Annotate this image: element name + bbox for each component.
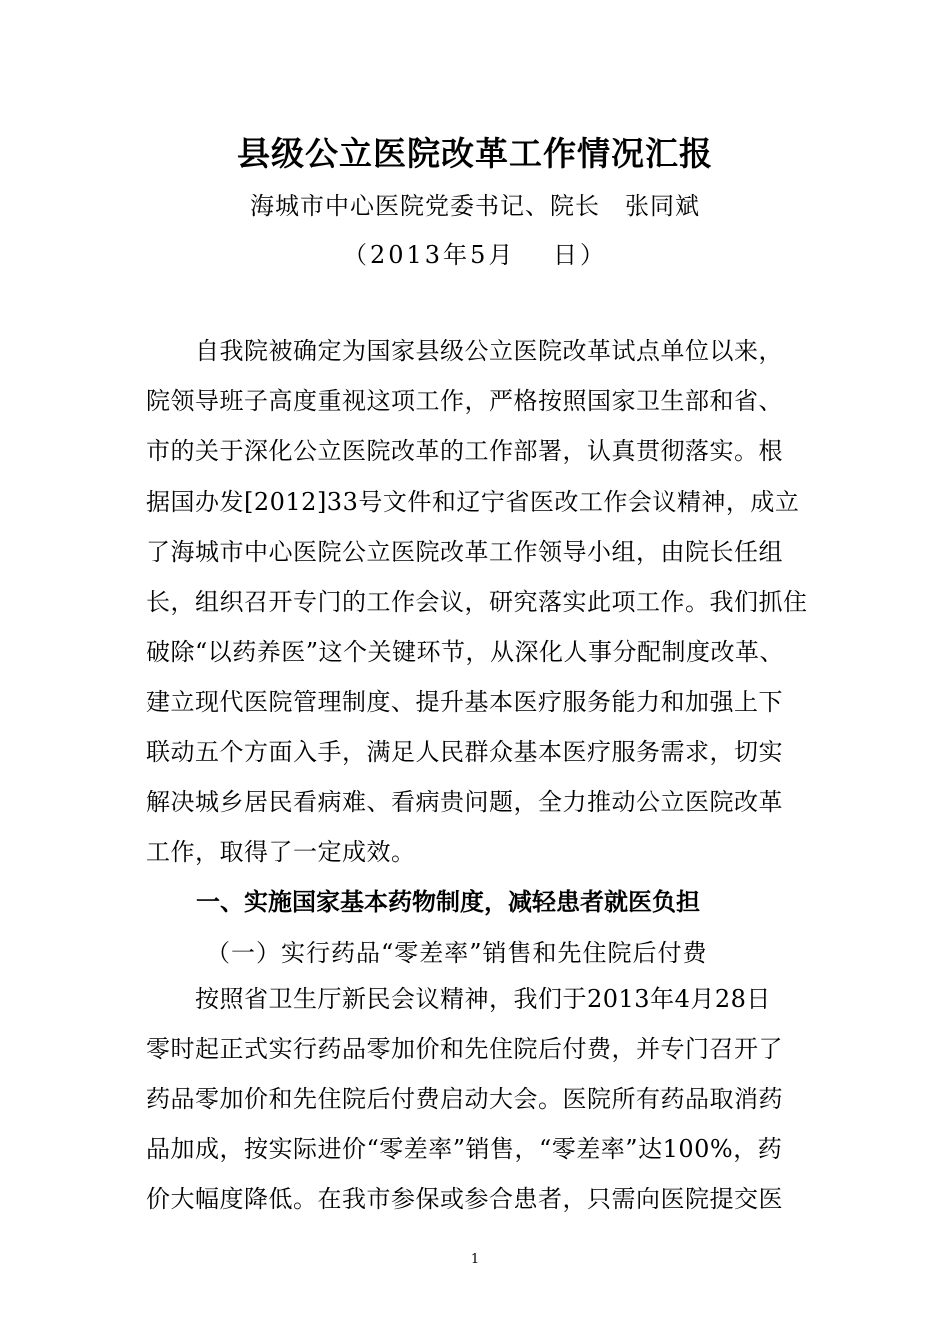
paragraph-line: 按照省卫生厅新民会议精神，我们于2013年4月28日 bbox=[146, 985, 771, 1013]
paragraph-line: 药品零加价和先住院后付费启动大会。医院所有药品取消药 bbox=[146, 1085, 783, 1113]
paragraph-line: 零时起正式实行药品零加价和先住院后付费，并专门召开了 bbox=[146, 1035, 783, 1063]
page-number: 1 bbox=[470, 1252, 480, 1267]
paragraph-line: 品加成，按实际进价“零差率”销售，“零差率”达100%，药 bbox=[146, 1135, 783, 1163]
document-title: 县级公立医院改革工作情况汇报 bbox=[237, 134, 713, 173]
section-heading: 一、实施国家基本药物制度，减轻患者就医负担 bbox=[196, 888, 700, 916]
paragraph-line: 破除“以药养医”这个关键环节，从深化人事分配制度改革、 bbox=[146, 638, 785, 666]
subsection-heading: （一）实行药品“零差率”销售和先住院后付费 bbox=[206, 939, 708, 967]
paragraph-line: 自我院被确定为国家县级公立医院改革试点单位以来， bbox=[146, 337, 783, 365]
document-author: 海城市中心医院党委书记、院长 张同斌 bbox=[250, 192, 700, 220]
paragraph-line: 院领导班子高度重视这项工作，严格按照国家卫生部和省、 bbox=[146, 387, 783, 415]
paragraph-line: 长，组织召开专门的工作会议，研究落实此项工作。我们抓住 bbox=[146, 588, 808, 616]
paragraph-line: 市的关于深化公立医院改革的工作部署，认真贯彻落实。根 bbox=[146, 437, 783, 465]
paragraph-line: 解决城乡居民看病难、看病贵问题，全力推动公立医院改革 bbox=[146, 788, 783, 816]
document-date: （2013年5月 日） bbox=[343, 241, 607, 269]
paragraph-line: 工作，取得了一定成效。 bbox=[146, 838, 416, 866]
paragraph-line: 价大幅度降低。在我市参保或参合患者，只需向医院提交医 bbox=[146, 1185, 783, 1213]
paragraph-line: 联动五个方面入手，满足人民群众基本医疗服务需求，切实 bbox=[146, 738, 783, 766]
paragraph-line: 据国办发[2012]33号文件和辽宁省医改工作会议精神，成立 bbox=[146, 488, 800, 516]
paragraph-line: 建立现代医院管理制度、提升基本医疗服务能力和加强上下 bbox=[146, 688, 783, 716]
paragraph-line: 了海城市中心医院公立医院改革工作领导小组，由院长任组 bbox=[146, 538, 783, 566]
